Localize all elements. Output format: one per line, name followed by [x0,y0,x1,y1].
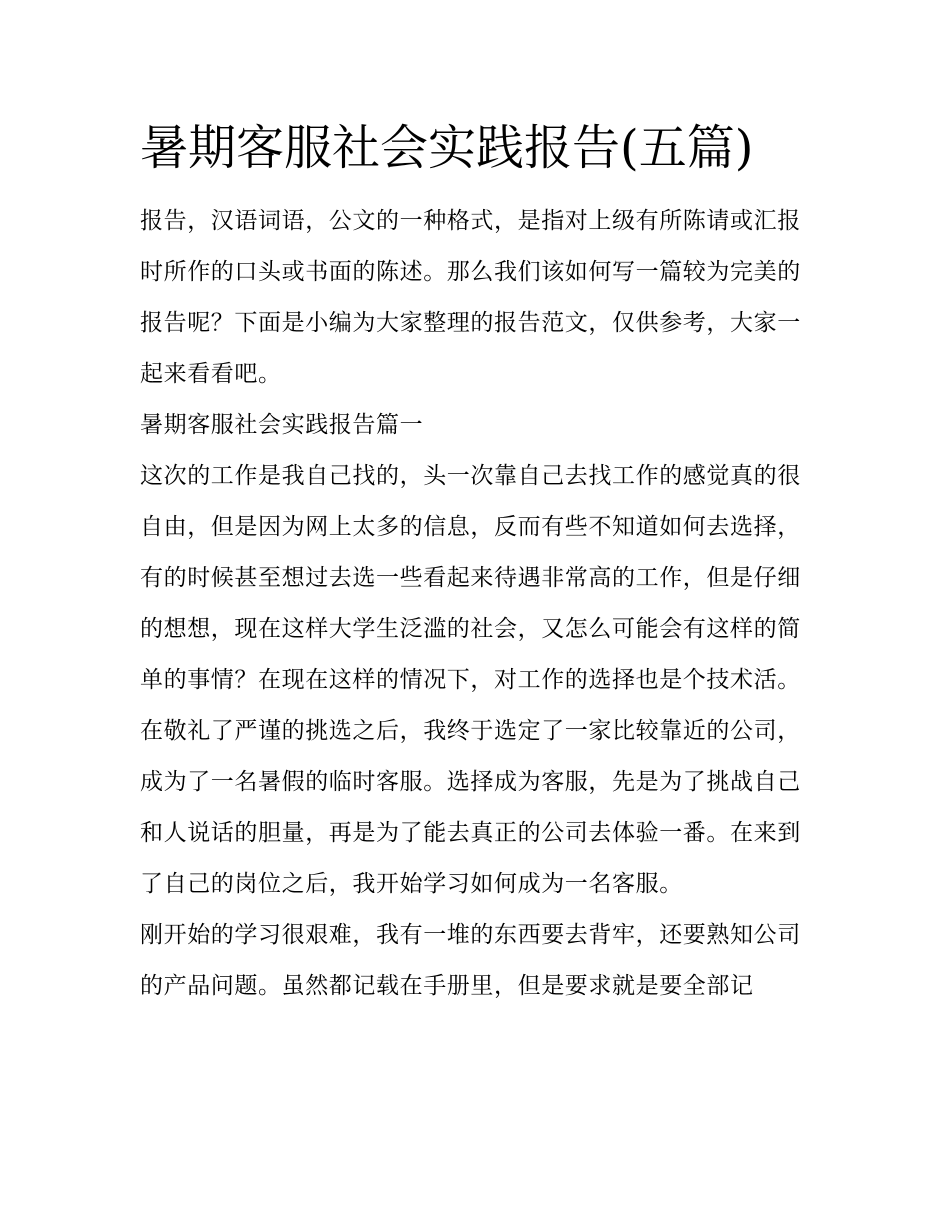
paragraph-3: 刚开始的学习很艰难，我有一堆的东西要去背牢，还要熟知公司的产品问题。虽然都记载在手册里，但是要求就是要全部记 [140,922,801,999]
section-heading: 暑期客服社会实践报告篇一 [140,412,424,438]
document-title: 暑期客服社会实践报告(五篇) [140,120,754,176]
paragraph-intro: 报告，汉语词语，公文的一种格式，是指对上级有所陈请或汇报时所作的口头或书面的陈述。那么我们该如何写一篇较为完美的报告呢？下面是小编为大家整理的报告范文，仅供参考，大家一起来看看吧。 [140,208,801,387]
paragraph-2: 在敬礼了严谨的挑选之后，我终于选定了一家比较靠近的公司，成为了一名暑假的临时客服。选择成为客服，先是为了挑战自己和人说话的胆量，再是为了能去真正的公司去体验一番。在来到了自己的岗位之后，我开始学习如何成为一名客服。 [140,718,801,897]
paragraph-1: 这次的工作是我自己找的，头一次靠自己去找工作的感觉真的很自由，但是因为网上太多的信息，反而有些不知道如何去选择，有的时候甚至想过去选一些看起来待遇非常高的工作，但是仔细的想想，现在这样大学生泛滥的社会，又怎么可能会有这样的简单的事情？在现在这样的情况下，对工作的选择也是个技术活。 [140,463,801,693]
document-body [140,196,812,1012]
